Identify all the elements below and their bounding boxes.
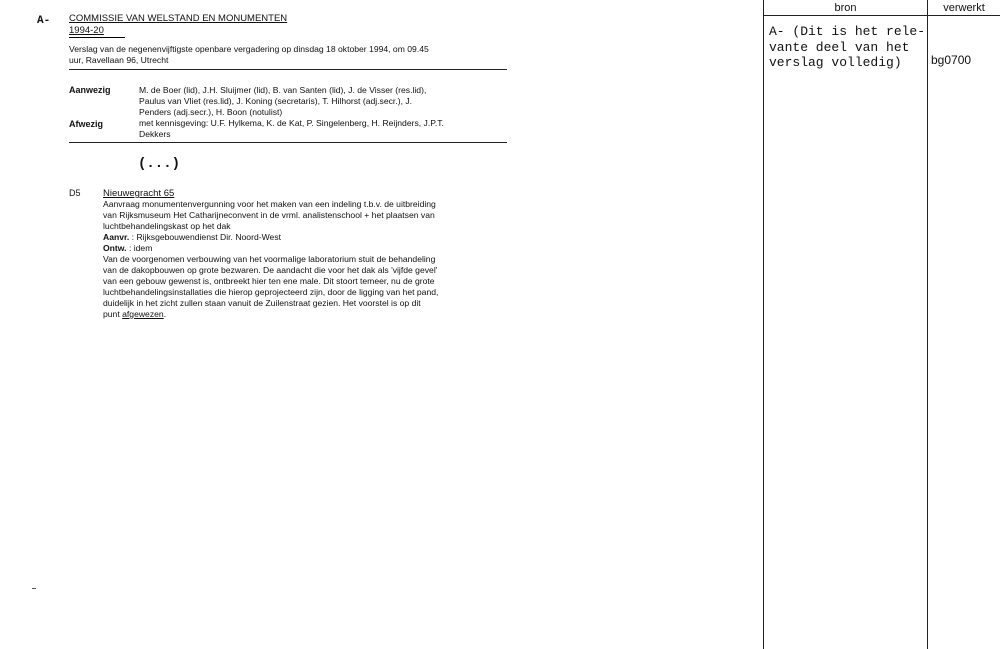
scan-mark bbox=[32, 588, 36, 589]
bron-note-line-1: A- (Dit is het rele- bbox=[769, 24, 926, 39]
body-line-4: luchtbehandelingsinstallaties die hierop geprojecteerd zijn, door de ligging van het pand, bbox=[103, 287, 439, 297]
item-address: Nieuwegracht 65 bbox=[103, 188, 175, 199]
present-list bbox=[139, 85, 509, 118]
applicant-label: Aanvr. bbox=[103, 232, 130, 242]
designer-label: Ontw. bbox=[103, 243, 127, 253]
commission-title: COMMISSIE VAN WELSTAND EN MONUMENTEN bbox=[69, 13, 288, 24]
bron-note bbox=[769, 24, 925, 71]
last-line-suffix: . bbox=[163, 309, 167, 319]
meeting-intro bbox=[69, 44, 509, 66]
absent-line-1: met kennisgeving: U.F. Hylkema, K. de Kat, P. Singelenberg, H. Reijnders, J.P.T. bbox=[139, 118, 444, 128]
attendance-rule bbox=[69, 142, 507, 143]
request-line-2: van Rijksmuseum Het Catharijneconvent in de vrml. analistenschool + het plaatsen van bbox=[103, 210, 435, 220]
intro-line-2: uur, Ravellaan 96, Utrecht bbox=[69, 55, 169, 65]
designer-row bbox=[103, 243, 513, 254]
intro-rule bbox=[69, 69, 507, 70]
absent-label: Afwezig bbox=[69, 119, 104, 129]
bron-note-line-3: verslag volledig) bbox=[769, 55, 902, 70]
applicant-value: : Rijksgebouwendienst Dir. Noord-West bbox=[131, 232, 282, 242]
body-line-3: van een gebouw gewenst is, ontbreekt hier ten ene male. Dit stoort temeer, nu de grote bbox=[103, 276, 435, 286]
present-line-2: Paulus van Vliet (res.lid), J. Koning (secretaris), T. Hilhorst (adj.secr.), J. bbox=[139, 96, 413, 106]
intro-line-1: Verslag van de negenenvijftigste openbare vergadering op dinsdag 18 oktober 1994, om 09.45 bbox=[69, 44, 429, 54]
title-rule bbox=[69, 37, 125, 38]
session-number: 1994-20 bbox=[69, 25, 104, 36]
margin-marker: A- bbox=[37, 15, 51, 27]
body-last-line bbox=[103, 309, 513, 320]
document-number bbox=[69, 25, 104, 36]
verdict: afgewezen bbox=[122, 309, 164, 319]
omitted-text-marker: (...) bbox=[138, 156, 181, 172]
designer-value: : idem bbox=[128, 243, 153, 253]
column-header-rule bbox=[763, 15, 1000, 16]
present-line-1: M. de Boer (lid), J.H. Sluijmer (lid), B. van Santen (lid), J. de Visser (res.lid), bbox=[139, 85, 427, 95]
bron-column-header: bron bbox=[834, 2, 857, 14]
applicant-row bbox=[103, 232, 513, 243]
last-line-prefix: punt bbox=[103, 309, 123, 319]
present-line-3: Penders (adj.secr.), H. Boon (notulist) bbox=[139, 107, 283, 117]
body-line-1: Van de voorgenomen verbouwing van het voormalige laboratorium stuit de behandeling bbox=[103, 254, 436, 264]
bron-note-line-2: vante deel van het bbox=[769, 39, 910, 55]
item-code: D5 bbox=[69, 188, 81, 198]
bron-column-left-rule bbox=[763, 0, 764, 649]
body-line-5: duidelijk in het zicht zullen staan vanuit de Zuilenstraat gezien. Het voorstel is op dit bbox=[103, 298, 421, 308]
column-divider-rule bbox=[927, 0, 928, 649]
body-line-2: van de dakopbouwen op grote bezwaren. De aandacht die voor het dak als 'vijfde gevel' bbox=[103, 265, 438, 275]
verwerkt-code: bg0700 bbox=[931, 53, 972, 67]
document-title bbox=[69, 13, 287, 24]
agenda-item bbox=[103, 188, 513, 320]
request-line-1: Aanvraag monumentenvergunning voor het maken van een indeling t.b.v. de uitbreiding bbox=[103, 199, 436, 209]
absent-list bbox=[139, 118, 509, 140]
absent-line-2: Dekkers bbox=[139, 129, 171, 139]
verwerkt-column-header: verwerkt bbox=[943, 2, 985, 14]
present-label: Aanwezig bbox=[69, 85, 111, 95]
request-line-3: luchtbehandelingskast op het dak bbox=[103, 221, 231, 231]
